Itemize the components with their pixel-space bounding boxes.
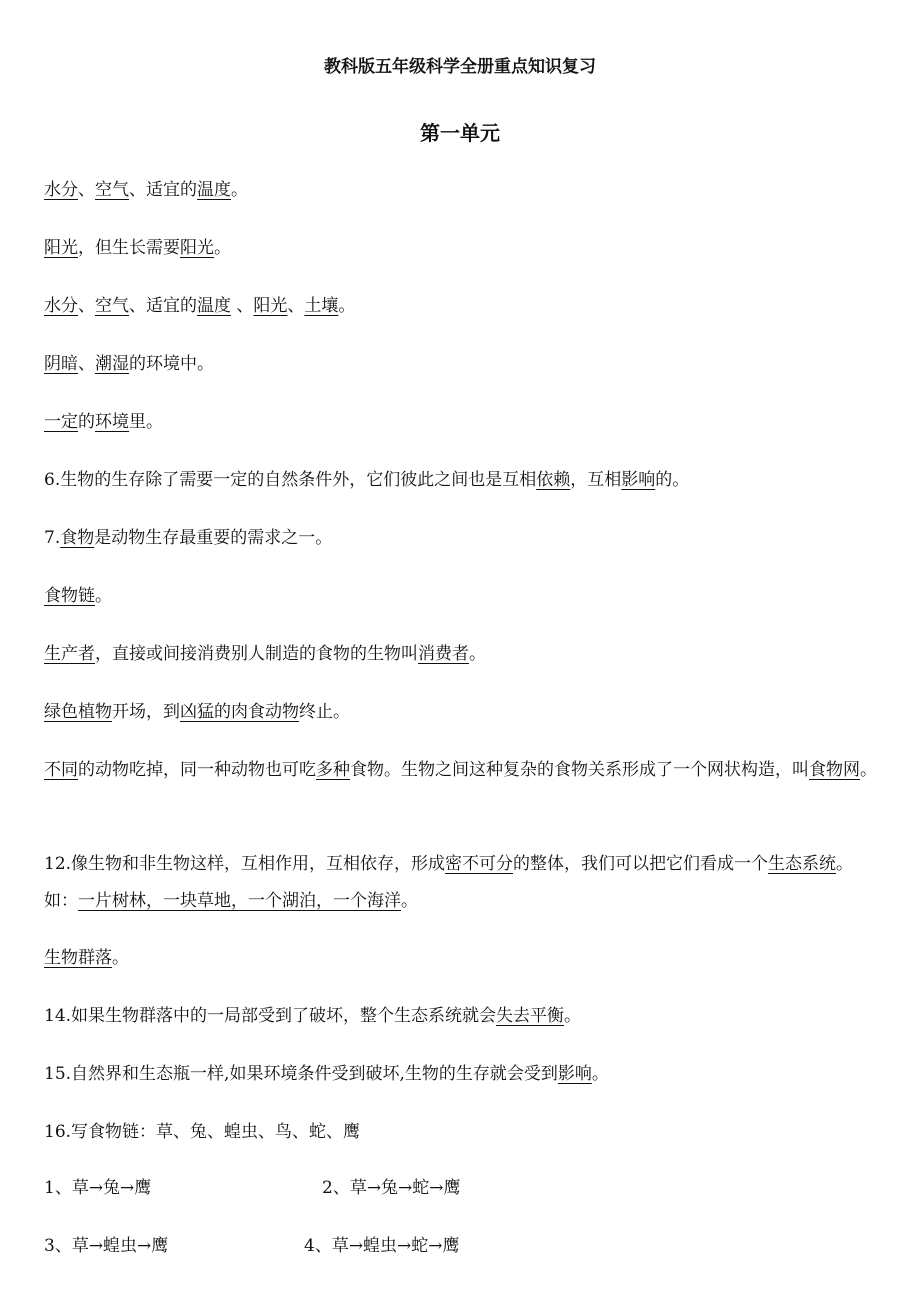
text-run: 的环境中。	[129, 354, 214, 374]
paragraph-13	[44, 940, 878, 977]
text-run: 、	[78, 354, 95, 374]
paragraph-10	[44, 694, 878, 731]
underlined-term: 食物	[60, 528, 95, 548]
underlined-term: 阴暗	[44, 354, 78, 374]
text-run: 里。	[129, 412, 163, 432]
text-run: 食物。生物之间这种复杂的食物关系形成了一个网状构造，叫	[350, 760, 809, 780]
underlined-term: 温度	[197, 180, 231, 200]
paragraph-3	[44, 288, 878, 325]
underlined-term: 潮湿	[95, 354, 129, 374]
paragraph-15	[44, 1056, 878, 1093]
underlined-term: 阳光	[180, 238, 214, 258]
underlined-term: 失去平衡	[496, 1006, 565, 1026]
text-run: 。	[401, 891, 418, 911]
text-run: 。	[591, 1064, 609, 1084]
paragraph-6	[44, 462, 878, 499]
text-run: 的	[78, 412, 95, 432]
underlined-term: 空气	[95, 180, 129, 200]
underlined-term: 食物链	[44, 586, 95, 606]
text-run: 15.自然界和生态瓶一样,如果环境条件受到破坏,生物的生存就会受到	[44, 1064, 558, 1084]
underlined-term: 不同	[44, 760, 78, 780]
underlined-term: 凶猛的肉食动物	[180, 702, 299, 722]
text-run: 是动物生存最重要的需求之一。	[94, 528, 333, 548]
underlined-term: 水分	[44, 180, 78, 200]
underlined-term: 多种	[316, 760, 350, 780]
text-run: 、	[78, 180, 95, 200]
underlined-term: 影响	[557, 1064, 592, 1084]
underlined-term: 影响	[621, 470, 656, 490]
underlined-term: 土壤	[304, 296, 339, 316]
text-run: 。	[214, 238, 231, 258]
text-run: 12.像生物和非生物这样，互相作用，互相依存，形成	[44, 854, 446, 874]
underlined-term: 生物群落	[44, 948, 112, 968]
unit-heading: 第一单元	[420, 121, 500, 145]
text-run: 、	[231, 296, 254, 316]
text-run: 。	[231, 180, 248, 200]
text-run: 、适宜的	[129, 296, 197, 316]
food-chain-1: 1、草→兔→鹰	[44, 1178, 152, 1198]
underlined-term: 阳光	[44, 238, 78, 258]
underlined-term: 生态系统	[768, 854, 837, 874]
text-run: 。	[112, 948, 129, 968]
text-run: ，直接或间接消费别人制造的食物的生物叫	[95, 644, 418, 664]
paragraph-1	[44, 172, 878, 209]
underlined-term: 水分	[44, 296, 78, 316]
text-run: 。	[95, 586, 112, 606]
food-chain-3: 3、草→蝗虫→鹰	[44, 1236, 169, 1256]
text-run: 、适宜的	[129, 180, 197, 200]
underlined-term: 温度	[197, 296, 231, 316]
text-run: 、	[78, 296, 95, 316]
underlined-term: 生产者	[44, 644, 95, 664]
document-title: 教科版五年级科学全册重点知识复习	[324, 57, 596, 77]
food-chain-4: 4、草→蝗虫→蛇→鹰	[304, 1236, 460, 1256]
underlined-term: 阳光	[253, 296, 288, 316]
paragraph-7	[44, 520, 878, 557]
text-run: 14.如果生物群落中的一局部受到了破坏，整个生态系统就会	[44, 1006, 497, 1026]
paragraph-9	[44, 636, 878, 673]
paragraph-4	[44, 346, 878, 383]
text-run: ，但生长需要	[78, 238, 180, 258]
underlined-term: 密不可分	[445, 854, 514, 874]
underlined-term: 一片树林，一块草地，一个湖泊，一个海洋	[78, 891, 401, 911]
underlined-term: 绿色植物	[44, 702, 112, 722]
food-chain-2: 2、草→兔→蛇→鹰	[322, 1178, 461, 1198]
text-run: ，互相	[570, 470, 622, 490]
text-run: 6.生物的生存除了需要一定的自然条件外，它们彼此之间也是互相	[44, 470, 537, 490]
paragraph-8	[44, 578, 878, 615]
paragraph-2	[44, 230, 878, 267]
text-run: 的动物吃掉，同一种动物也可吃	[78, 760, 316, 780]
paragraph-16	[44, 1114, 878, 1151]
text-run: 7.	[44, 528, 61, 548]
underlined-term: 一定	[44, 412, 78, 432]
paragraph-12	[44, 846, 878, 920]
paragraph-14	[44, 998, 878, 1035]
underlined-term: 环境	[95, 412, 129, 432]
text-run: 、	[287, 296, 305, 316]
paragraph-5	[44, 404, 878, 441]
text-run: 。	[338, 296, 356, 316]
text-run: 。如：	[44, 854, 854, 911]
text-run: 。	[860, 760, 877, 780]
text-run: 开场，到	[112, 702, 180, 722]
text-run: 的整体，我们可以把它们看成一个	[513, 854, 769, 874]
underlined-term: 消费者	[418, 644, 469, 664]
underlined-term: 依赖	[536, 470, 571, 490]
text-run: 16.写食物链：草、兔、蝗虫、鸟、蛇、鹰	[44, 1122, 361, 1142]
text-run: 。	[469, 644, 486, 664]
underlined-term: 食物网	[809, 760, 860, 780]
text-run: 。	[564, 1006, 582, 1026]
underlined-term: 空气	[95, 296, 129, 316]
paragraph-11	[44, 752, 878, 789]
text-run: 的。	[655, 470, 690, 490]
text-run: 终止。	[299, 702, 350, 722]
